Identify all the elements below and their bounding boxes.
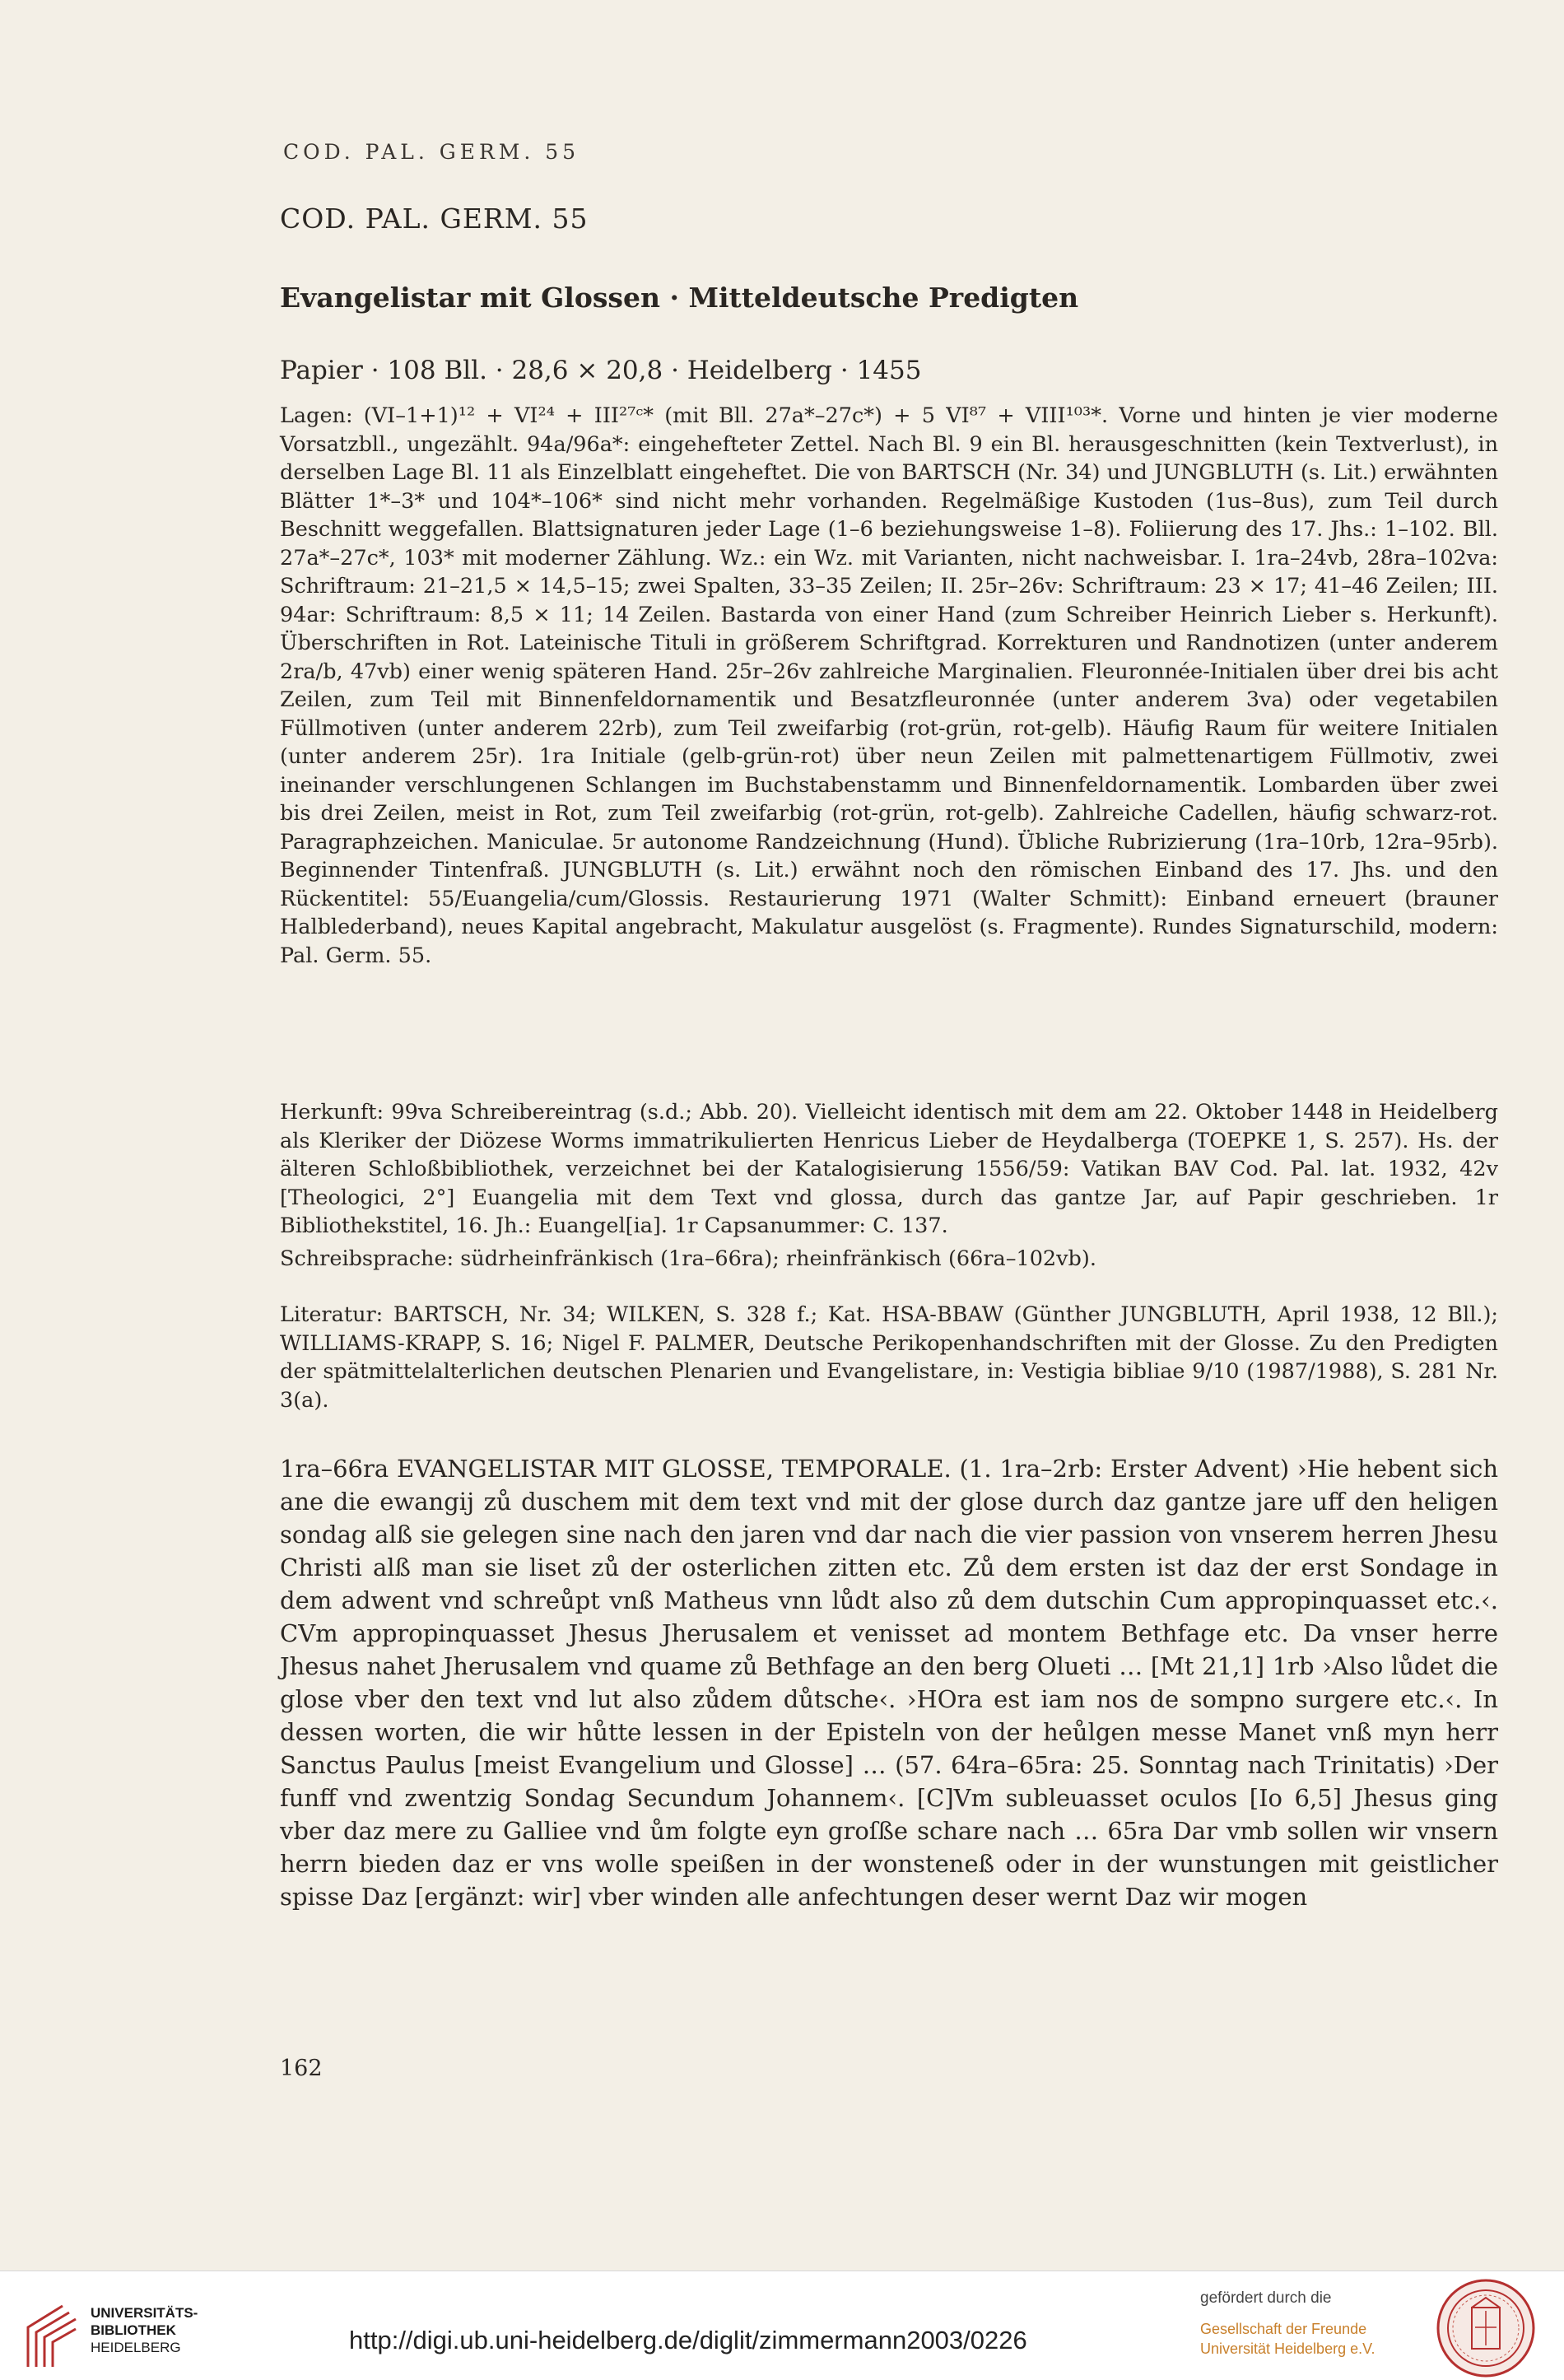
manuscript-signature: COD. PAL. GERM. 55 (280, 203, 589, 235)
herkunft-paragraph: Herkunft: 99va Schreibereintrag (s.d.; Abb. 20). Vielleicht identisch mit dem am 22. Oktober 1448 in Heidelberg als Kleriker der Diözese Worms immatrikulierten Henricus Lieber de Heydalberga (TOEPKE 1, S. 257). Hs. der älteren Schloßbibliothek, verzeichnet bei der Katalogisierung 1556/59: Vatikan BAV Cod. Pal. lat. 1932, 42v [Theologici, 2°] Euangelia mit dem Text vnd glossa, durch das gantze Jar, auf Papir geschrieben. 1r Bibliothekstitel, 16. Jh.: Euangel[ia]. 1r Capsanummer: C. 137. (280, 1100, 1498, 1238)
library-line-1: UNIVERSITÄTS- (91, 2305, 198, 2321)
funded-by-label: gefördert durch die (1200, 2289, 1332, 2307)
university-library-logo-icon (21, 2303, 79, 2370)
literatur-paragraph: Literatur: BARTSCH, Nr. 34; WILKEN, S. 328 f.; Kat. HSA-BBAW (Günther JUNGBLUTH, April 1938, 12 Bll.); WILLIAMS-KRAPP, S. 16; Nigel F. PALMER, Deutsche Perikopenhandschriften mit der Glosse. Zu den Predigten der spätmittelalterlichen deutschen Plenarien und Evangelistare, in: Vestigia bibliae 9/10 (1987/1988), S. 281 Nr. 3(a). (280, 1302, 1498, 1413)
university-seal-icon (1436, 2278, 1536, 2378)
edition-text: 1ra–66ra EVANGELISTAR MIT GLOSSE, TEMPORALE. (1. 1ra–2rb: Erster Advent) ›Hie hebent sich ane die ewangij zů duschem mit dem text vnd mit der glose durch daz gantze jare uff den heligen sondag alß sie gelegen sine nach den jaren vnd dar nach die vier passion von vnserem herren Jhesu Christi alß man sie liset zů der osterlichen zitten etc. Zů dem ersten ist daz der erst Sondage in dem adwent vnd schreůpt vnß Matheus vnn lůdt also zů dem dutschin Cum appropinquasset etc.‹. CVm appropinquasset Jhesus Jherusalem et venisset ad montem Bethfage etc. Da vnser herre Jhesus nahet Jherusalem vnd quame zů Bethfage an den berg Olueti … [Mt 21,1] 1rb ›Also lůdet die glose vber den text vnd lut also zůdem důtsche‹. ›HOra est iam nos de sompno surgere etc.‹. In dessen worten, die wir hůtte lessen in der Episteln von der heůlgen messe Manet vnß myn herr Sanctus Paulus [meist Evangelium und Glosse] … (57. 64ra–65ra: 25. Sonntag nach Trinitatis) ›Der funff vnd zwentzig Sondag Secundum Johannem‹. [C]Vm subleuasset oculos [Io 6,5] Jhesus ging vber daz mere zu Galliee vnd ům folgte eyn groſße schare nach … 65ra Dar vmb sollen wir vnsern herrn bieden daz er vns wolle speißen in der wonsteneß oder in der wunstungen mit geistlicher spisse Daz [ergänzt: wir] vber winden alle anfechtungen deser wernt Daz wir mogen (280, 1455, 1498, 1911)
society-line-1: Gesellschaft der Freunde (1200, 2321, 1367, 2337)
manuscript-title: Evangelistar mit Glossen · Mitteldeutsche Predigten (280, 282, 1079, 314)
lagen-paragraph: Lagen: (VI–1+1)¹² + VI²⁴ + III²⁷ᶜ* (mit Bll. 27a*–27c*) + 5 VI⁸⁷ + VIII¹⁰³*. Vorne und hinten je vier moderne Vorsatzbll., ungezählt. 94a/96a*: eingehefteter Zettel. Nach Bl. 9 ein Bl. herausgeschnitten (kein Textverlust), in derselben Lage Bl. 11 als Einzelblatt eingeheftet. Die von BARTSCH (Nr. 34) und JUNGBLUTH (s. Lit.) erwähnten Blätter 1*–3* und 104*–106* sind nicht mehr vorhanden. Regelmäßige Kustoden (1us–8us), zum Teil durch Beschnitt weggefallen. Blattsignaturen jeder Lage (1–6 beziehungsweise 1–8). Foliierung des 17. Jhs.: 1–102. Bll. 27a*–27c*, 103* mit moderner Zählung. Wz.: ein Wz. mit Varianten, nicht nachweisbar. I. 1ra–24vb, 28ra–102va: Schriftraum: 21–21,5 × 14,5–15; zwei Spalten, 33–35 Zeilen; II. 25r–26v: Schriftraum: 23 × 17; 41–46 Zeilen; III. 94ar: Schriftraum: 8,5 × 11; 14 Zeilen. Bastarda von einer Hand (zum Schreiber Heinrich Lieber s. Herkunft). Überschriften in Rot. Lateinische Tituli in größerem Schriftgrad. Korrekturen und Randnotizen (unter anderem 2ra/b, 47vb) einer wenig späteren Hand. 25r–26v zahlreiche Marginalien. Fleuronnée-Initialen über drei bis acht Zeilen, zum Teil mit Binnenfeldornamentik und Besatzfleuronnée (unter anderem 3va) oder vegetabilen Füllmotiven (unter anderem 22rb), zum Teil zweifarbig (rot-grün, rot-gelb). Häufig Raum für weitere Initialen (unter anderem 25r). 1ra Initiale (gelb-grün-rot) über neun Zeilen mit palmettenartigem Füllmotiv, zwei ineinander verschlungenen Schlangen im Buchstabenstamm und Binnenfeldornamentik. Lombarden über zwei bis drei Zeilen, meist in Rot, zum Teil zweifarbig (rot-grün, rot-gelb). Zahlreiche Cadellen, häufig schwarz-rot. Paragraphzeichen. Maniculae. 5r autonome Randzeichnung (Hund). Übliche Rubrizierung (1ra–10rb, 12ra–95rb). Beginnender Tintenfraß. JUNGBLUTH (s. Lit.) erwähnt noch den römischen Einband des 17. Jhs. und den Rückentitel: 55/Euangelia/cum/Glossis. Restaurierung 1971 (Walter Schmitt): Einband erneuert (brauner Halblederband), neues Kapital angebracht, Makulatur ausgelöst (s. Fragmente). Rundes Signaturschild, modern: Pal. Germ. 55. (280, 403, 1498, 968)
viewer-footer (0, 2271, 1564, 2380)
society-name (1200, 2319, 1375, 2359)
library-name (91, 2304, 198, 2356)
library-line-2: BIBLIOTHEK (91, 2322, 176, 2338)
physical-description: Papier · 108 Bll. · 28,6 × 20,8 · Heidelberg · 1455 (280, 356, 922, 385)
society-line-2: Universität Heidelberg e.V. (1200, 2340, 1375, 2357)
permalink-url[interactable]: http://digi.ub.uni-heidelberg.de/diglit/zimmermann2003/0226 (349, 2326, 1027, 2354)
page-number: 162 (280, 2056, 323, 2081)
library-line-3: HEIDELBERG (91, 2340, 181, 2355)
schreibsprache-paragraph: Schreibsprache: südrheinfränkisch (1ra–66ra); rheinfränkisch (66ra–102vb). (280, 1246, 1096, 1271)
running-head: COD. PAL. GERM. 55 (283, 140, 580, 164)
